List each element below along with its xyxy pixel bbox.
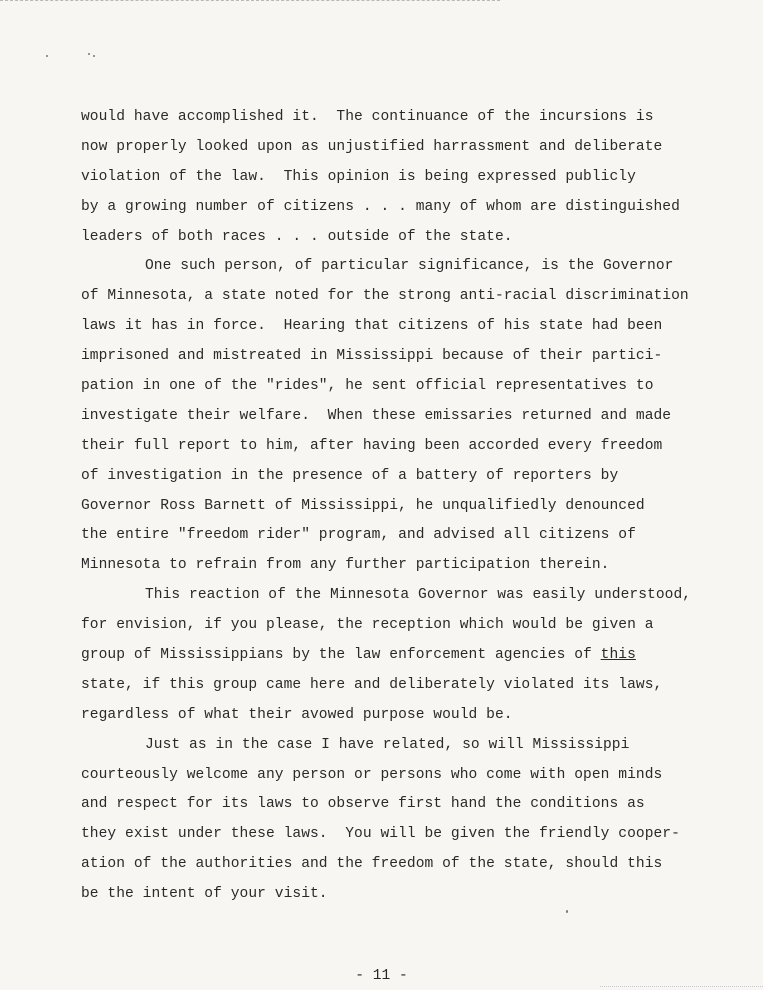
text-line: imprisoned and mistreated in Mississippi because of their partici- <box>81 348 663 365</box>
text-line-with-underline <box>81 641 721 671</box>
bottom-edge-rule <box>600 986 763 987</box>
text-line: by a growing number of citizens . . . many of whom are distinguished <box>81 198 680 215</box>
text-line: their full report to him, after having been accorded every freedom <box>81 437 663 454</box>
text-line: laws it has in force. Hearing that citizens of his state had been <box>81 318 663 335</box>
text-line: violation of the law. This opinion is being expressed publicly <box>81 168 636 185</box>
scan-speck <box>88 53 90 55</box>
scan-speck <box>93 55 95 57</box>
text-line: now properly looked upon as unjustified harrassment and deliberate <box>81 138 663 155</box>
text-line: the entire "freedom rider" program, and advised all citizens of <box>81 527 636 544</box>
text-line: courteously welcome any person or persons who come with open minds <box>81 766 663 783</box>
paragraph-1 <box>81 103 721 252</box>
text-line: Just as in the case I have related, so will Mississippi <box>145 736 630 753</box>
text-line: investigate their welfare. When these emissaries returned and made <box>81 407 672 424</box>
page-number: - 11 - <box>355 968 408 984</box>
text-line: Minnesota to refrain from any further participation therein. <box>81 557 610 574</box>
text-line: state, if this group came here and deliberately violated its laws, <box>81 676 663 693</box>
text-line: One such person, of particular significance, is the Governor <box>145 258 674 275</box>
text-line: they exist under these laws. You will be given the friendly cooper- <box>81 826 680 843</box>
text-line: of investigation in the presence of a battery of reporters by <box>81 467 619 484</box>
text-line: be the intent of your visit. <box>81 886 328 903</box>
text-line: of Minnesota, a state noted for the strong anti-racial discrimination <box>81 288 689 305</box>
scan-speck <box>46 55 48 57</box>
text-line: ation of the authorities and the freedom of the state, should this <box>81 856 663 873</box>
text-line: leaders of both races . . . outside of the state. <box>81 228 513 245</box>
document-body <box>81 103 721 910</box>
underlined-word: this <box>600 647 636 664</box>
text-line: This reaction of the Minnesota Governor was easily understood, <box>145 587 692 604</box>
top-edge-rule <box>0 0 500 1</box>
paragraph-3 <box>81 581 721 730</box>
paragraph-4 <box>81 731 721 910</box>
text-line: for envision, if you please, the reception which would be given a <box>81 617 654 634</box>
text-line: pation in one of the "rides", he sent official representatives to <box>81 378 654 395</box>
text-line: Governor Ross Barnett of Mississippi, he unqualifiedly denounced <box>81 497 645 514</box>
text-segment: group of Mississippians by the law enforcement agencies of <box>81 647 601 664</box>
paragraph-2 <box>81 252 721 581</box>
scan-speck <box>566 910 568 913</box>
text-line: regardless of what their avowed purpose would be. <box>81 706 513 723</box>
text-line: and respect for its laws to observe first hand the conditions as <box>81 796 645 813</box>
text-line: would have accomplished it. The continuance of the incursions is <box>81 109 654 125</box>
